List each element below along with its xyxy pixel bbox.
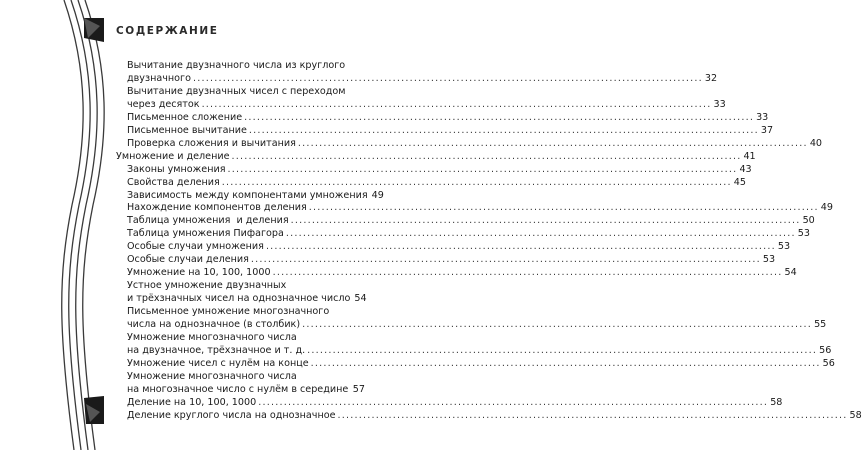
toc-leader-dots: ........................................................................................................................ — [297, 137, 808, 149]
toc-entry-text: Умножение многозначного числа — [127, 370, 297, 382]
toc-entry — [127, 292, 365, 305]
toc-entry-text: Вычитание двузначных чисел с переходом — [127, 85, 346, 97]
toc-entry — [127, 85, 346, 98]
page-title: СОДЕРЖАНИЕ — [116, 25, 219, 37]
toc-entry — [127, 189, 384, 202]
toc-leader-dots: ........................................................................................................................ — [221, 176, 732, 188]
toc-entry — [127, 176, 746, 189]
toc-entry — [127, 227, 810, 240]
toc-entry — [127, 214, 815, 227]
toc-entry — [127, 240, 791, 253]
toc-entry-text: Вычитание двузначного числа из круглого — [127, 60, 346, 71]
toc-page-number: 53 — [797, 228, 810, 240]
toc-entry — [127, 163, 752, 176]
toc-leader-dots: ........................................................................................................................ — [250, 254, 761, 266]
toc-page-number: 54 — [784, 267, 797, 279]
toc-page-number: 37 — [760, 124, 774, 136]
toc-page-number: 56 — [822, 357, 835, 369]
toc-page-number: 57 — [352, 383, 365, 395]
toc-page-number: 49 — [371, 189, 384, 201]
toc-entry-text: Деление на 10, 100, 1000 — [127, 396, 257, 408]
toc-leader-dots: ........................................................................................................................ — [302, 319, 813, 330]
toc-page-number: 43 — [739, 163, 752, 175]
toc-entry-text: Проверка сложения и вычитания — [127, 137, 296, 149]
toc-entry-text: Зависимость между компонентами умножения — [127, 189, 368, 201]
toc-page-number: 53 — [762, 254, 776, 266]
toc-entry — [127, 72, 718, 85]
toc-entry-text: числа на однозначное (в столбик) — [127, 319, 301, 330]
toc-entry-text: Таблица умножения и деления — [127, 215, 289, 227]
toc-entry-text: Умножение и деление — [116, 150, 230, 162]
toc-entry — [127, 59, 345, 72]
toc-leader-dots: ........................................................................................................................ — [290, 215, 801, 227]
toc-entry — [127, 201, 833, 214]
toc-entry-text: Умножение на 10, 100, 1000 — [127, 267, 271, 279]
toc-entry-text: Свойства деления — [127, 176, 220, 188]
toc-entry — [127, 383, 365, 396]
toc-entry-text: Таблица умножения Пифагора — [127, 228, 284, 240]
toc-leader-dots: ........................................................................................................................ — [248, 124, 759, 136]
toc-leader-dots: ........................................................................................................................ — [265, 241, 776, 253]
toc-entry — [127, 111, 769, 124]
toc-entry-text: Деление круглого числа на однозначное — [127, 409, 336, 421]
toc-entry-text: Умножение чисел с нулём на конце — [127, 357, 309, 369]
toc-leader-dots: ........................................................................................................................ — [272, 267, 783, 279]
toc-leader-dots: ........................................................................................................................ — [201, 98, 712, 110]
toc-entry — [127, 253, 776, 266]
toc-leader-dots: ........................................................................................................................ — [244, 111, 755, 123]
toc-entry-text: Особые случаи умножения — [127, 241, 264, 253]
toc-leader-dots: ........................................................................................................................ — [310, 357, 821, 369]
toc-entry — [127, 344, 832, 357]
toc-leader-dots: ........................................................................................................................ — [307, 344, 818, 356]
toc-entry — [127, 318, 827, 331]
toc-entry-text: двузначного — [127, 72, 191, 84]
toc-page-number: 58 — [770, 396, 783, 408]
toc-leader-dots: ........................................................................................................................ — [337, 409, 848, 421]
toc-leader-dots: ........................................................................................................................ — [227, 163, 738, 175]
toc-page-number: 58 — [849, 409, 862, 421]
toc-leader-dots: ........................................................................................................................ — [308, 202, 819, 214]
toc-entry — [127, 396, 783, 409]
toc-entry-text: Письменное вычитание — [127, 124, 247, 136]
toc-entry — [127, 98, 726, 111]
toc-page-number: 33 — [756, 111, 769, 123]
toc-entry-text: Письменное умножение многозначного — [127, 306, 330, 318]
toc-entry-text: Умножение многозначного числа — [127, 331, 297, 343]
toc-entry — [127, 124, 774, 137]
toc-entry — [127, 305, 329, 318]
toc-entry-text: через десяток — [127, 98, 200, 110]
toc-page-number: 54 — [354, 293, 367, 305]
toc-leader-dots: ........................................................................................................................ — [231, 150, 742, 162]
toc-entry-text: Устное умножение двузначных — [127, 280, 287, 292]
toc-leader-dots: ........................................................................................................................ — [258, 396, 769, 408]
toc-page-number: 50 — [802, 215, 815, 227]
toc-entry — [127, 137, 823, 150]
toc-entry — [127, 331, 297, 344]
toc-leader-dots — [350, 383, 351, 396]
toc-page-number: 32 — [704, 72, 718, 84]
toc-page-number: 49 — [820, 202, 833, 214]
toc-page-number: 41 — [743, 150, 756, 162]
toc-entry — [127, 279, 286, 292]
toc-leader-dots: ........................................................................................................................ — [285, 228, 796, 240]
toc-entry-text: и трёхзначных чисел на однозначное число — [127, 293, 351, 305]
toc-entry-text: Особые случаи деления — [127, 254, 249, 266]
toc-entry-text: на двузначное, трёхзначное и т. д. — [127, 344, 306, 356]
toc-page-number: 45 — [733, 176, 746, 188]
toc-page-number: 56 — [819, 344, 832, 356]
toc-entry-text: Нахождение компонентов деления — [127, 202, 307, 214]
toc-page-number: 53 — [777, 241, 791, 253]
toc-page-number: 40 — [809, 137, 823, 149]
toc-entry-text: Письменное сложение — [127, 111, 243, 123]
toc-entry — [127, 409, 862, 422]
toc-entry — [116, 150, 756, 163]
toc-entry-text: Законы умножения — [127, 163, 226, 175]
toc-leader-dots: ........................................................................................................................ — [192, 72, 703, 84]
toc-entry — [127, 266, 797, 279]
toc-entry-text: на многозначное число с нулём в середине — [127, 383, 349, 395]
toc-entry — [127, 370, 297, 383]
toc-entry — [127, 357, 835, 370]
toc-page-number: 55 — [814, 319, 827, 330]
toc-page-number: 33 — [713, 98, 726, 110]
